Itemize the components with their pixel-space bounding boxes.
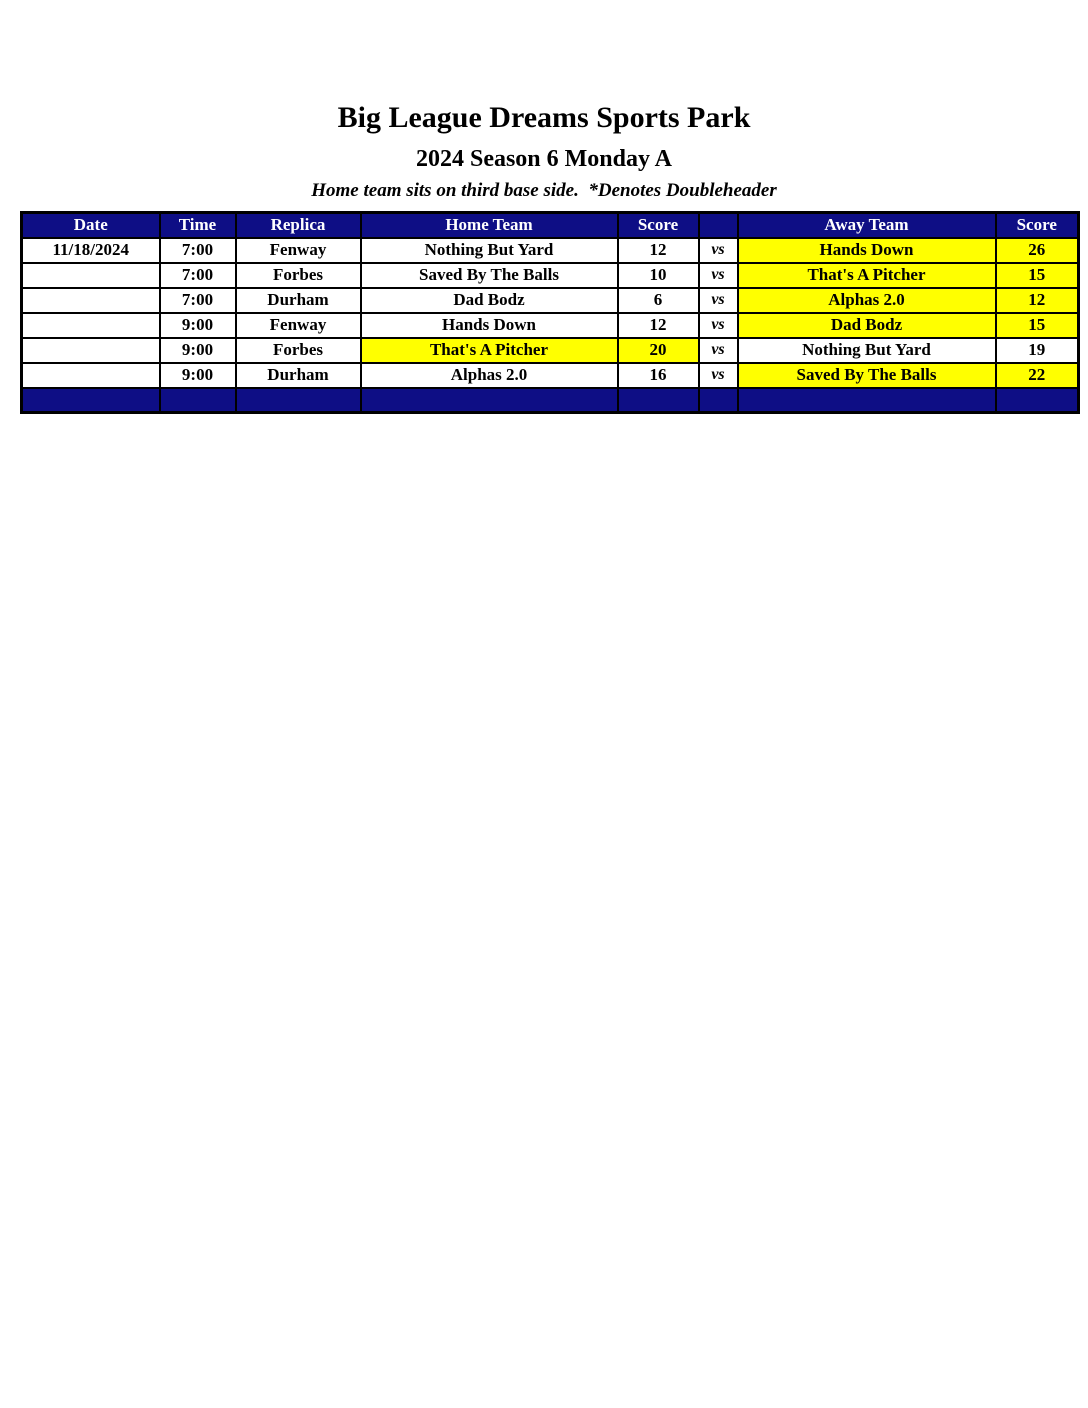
footer-cell — [618, 388, 699, 413]
footer-row — [22, 388, 1079, 413]
vs-cell: vs — [699, 263, 738, 288]
date-cell — [22, 288, 160, 313]
home-team-cell: Hands Down — [361, 313, 618, 338]
away-team-cell: Nothing But Yard — [738, 338, 996, 363]
replica-cell: Durham — [236, 363, 361, 388]
footer-cell — [738, 388, 996, 413]
away-team-cell: Hands Down — [738, 238, 996, 263]
header-block — [0, 0, 1088, 201]
vs-cell: vs — [699, 363, 738, 388]
date-cell: 11/18/2024 — [22, 238, 160, 263]
away-score-cell: 19 — [996, 338, 1079, 363]
home-team-cell: That's A Pitcher — [361, 338, 618, 363]
page-subtitle: 2024 Season 6 Monday A — [415, 146, 673, 172]
home-team-header: Home Team — [361, 213, 618, 238]
header-row — [22, 213, 1079, 238]
footer-cell — [160, 388, 236, 413]
replica-cell: Fenway — [236, 313, 361, 338]
footer-cell — [699, 388, 738, 413]
date-header: Date — [22, 213, 160, 238]
home-score-cell: 6 — [618, 288, 699, 313]
time-cell: 9:00 — [160, 313, 236, 338]
date-cell — [22, 338, 160, 363]
home-score-cell: 20 — [618, 338, 699, 363]
home-score-cell: 16 — [618, 363, 699, 388]
page-title: Big League Dreams Sports Park — [337, 101, 751, 134]
home-score-cell: 12 — [618, 238, 699, 263]
footer-cell — [996, 388, 1079, 413]
home-score-cell: 12 — [618, 313, 699, 338]
time-cell: 7:00 — [160, 238, 236, 263]
time-cell: 7:00 — [160, 263, 236, 288]
time-cell: 9:00 — [160, 363, 236, 388]
schedule-table — [20, 211, 1080, 414]
time-header: Time — [160, 213, 236, 238]
replica-cell: Forbes — [236, 338, 361, 363]
home-team-cell: Saved By The Balls — [361, 263, 618, 288]
home-score-cell: 10 — [618, 263, 699, 288]
date-cell — [22, 313, 160, 338]
game-row — [22, 263, 1079, 288]
away-score-cell: 26 — [996, 238, 1079, 263]
date-cell — [22, 263, 160, 288]
away-team-cell: Alphas 2.0 — [738, 288, 996, 313]
replica-header: Replica — [236, 213, 361, 238]
footer-cell — [361, 388, 618, 413]
home-score-header: Score — [618, 213, 699, 238]
date-cell — [22, 363, 160, 388]
away-team-header: Away Team — [738, 213, 996, 238]
home-team-note: Home team sits on third base side. *Denotes Doubleheader — [311, 180, 777, 201]
vs-cell: vs — [699, 238, 738, 263]
replica-cell: Fenway — [236, 238, 361, 263]
away-team-cell: Saved By The Balls — [738, 363, 996, 388]
away-team-cell: That's A Pitcher — [738, 263, 996, 288]
away-score-cell: 12 — [996, 288, 1079, 313]
game-row — [22, 338, 1079, 363]
game-row — [22, 363, 1079, 388]
away-score-cell: 15 — [996, 313, 1079, 338]
vs-cell: vs — [699, 338, 738, 363]
home-team-cell: Dad Bodz — [361, 288, 618, 313]
away-team-cell: Dad Bodz — [738, 313, 996, 338]
game-row — [22, 313, 1079, 338]
away-score-cell: 15 — [996, 263, 1079, 288]
replica-cell: Durham — [236, 288, 361, 313]
time-cell: 7:00 — [160, 288, 236, 313]
away-score-cell: 22 — [996, 363, 1079, 388]
vs-cell: vs — [699, 288, 738, 313]
replica-cell: Forbes — [236, 263, 361, 288]
home-team-cell: Alphas 2.0 — [361, 363, 618, 388]
footer-cell — [236, 388, 361, 413]
footer-cell — [22, 388, 160, 413]
vs-header — [699, 213, 738, 238]
time-cell: 9:00 — [160, 338, 236, 363]
game-row — [22, 238, 1079, 263]
game-row — [22, 288, 1079, 313]
home-team-cell: Nothing But Yard — [361, 238, 618, 263]
away-score-header: Score — [996, 213, 1079, 238]
vs-cell: vs — [699, 313, 738, 338]
